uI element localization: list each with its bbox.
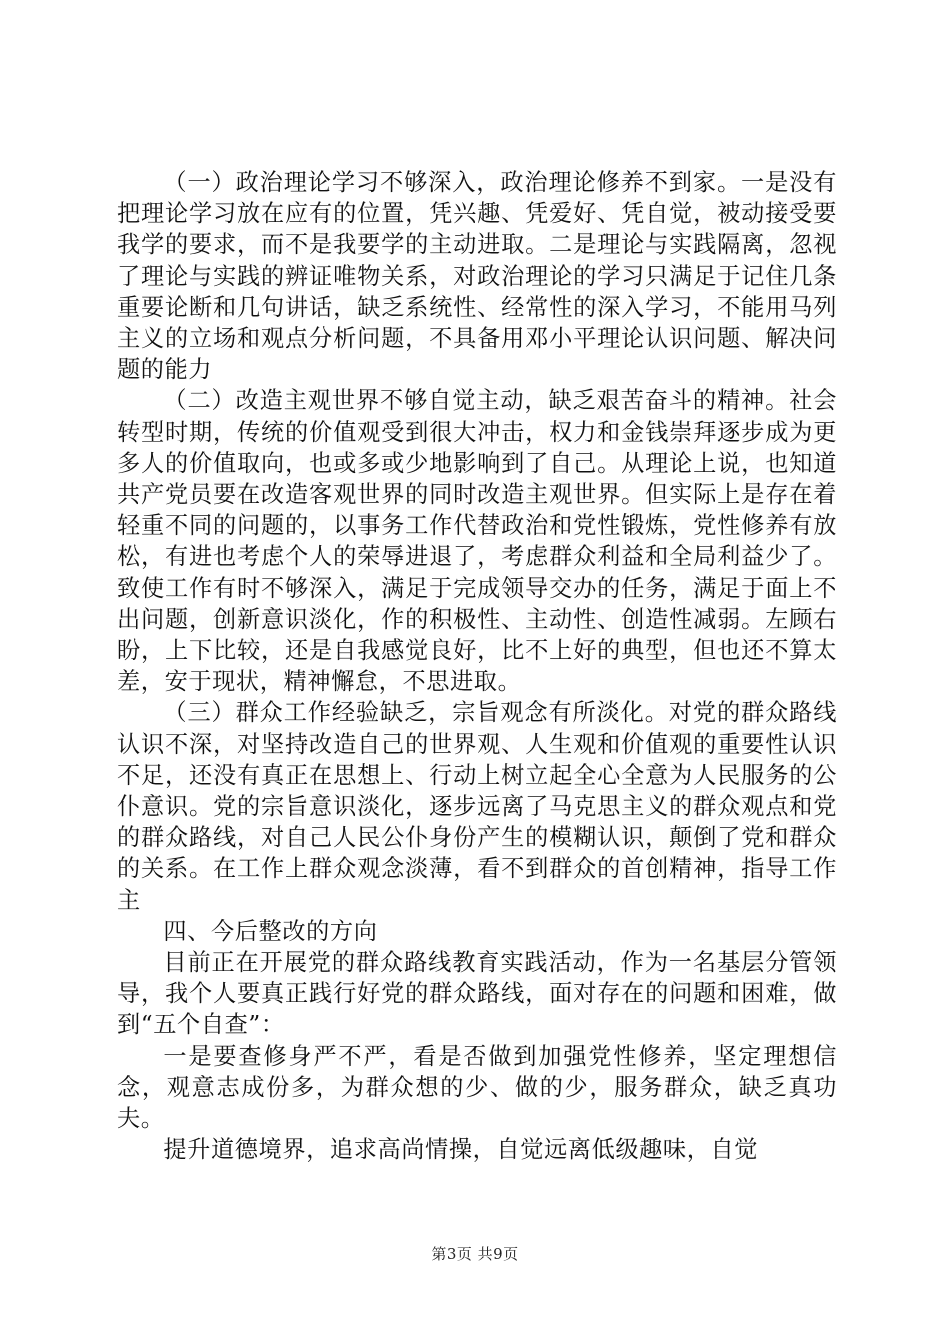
page-number-footer: 第3页 共9页 bbox=[431, 1245, 519, 1263]
paragraph-political-theory: （一）政治理论学习不够深入，政治理论修养不到家。一是没有把理论学习放在应有的位置，凭兴趣、凭爱好、凭自觉，被动接受要我学的要求，而不是我要学的主动进取。二是理论与实践隔离，忽视了理论与实践的辨证唯物关系，对政治理论的学习只满足于记住几条重要论断和几句讲话，缺乏系统性、经常性的深入学习，不能用马列主义的立场和观点分析问题，不具备用邓小平理论认识问题、解决问题的能力 bbox=[117, 169, 837, 384]
paragraph-subjective-world: （二）改造主观世界不够自觉主动，缺乏艰苦奋斗的精神。社会转型时期，传统的价值观受到很大冲击，权力和金钱崇拜逐步成为更多人的价值取向，也或多或少地影响到了自己。从理论上说，也知道共产党员要在改造客观世界的同时改造主观世界。但实际上是存在着轻重不同的问题的，以事务工作代替政治和党性锻炼，党性修养有放松，有进也考虑个人的荣辱进退了，考虑群众利益和全局利益少了。致使工作有时不够深入，满足于完成领导交办的任务，满足于面上不出问题，创新意识淡化，作的积极性、主动性、创造性减弱。左顾右盼，上下比较，还是自我感觉良好，比不上好的典型，但也还不算太差，安于现状，精神懈怠，不思进取。 bbox=[117, 387, 837, 696]
paragraph-self-cultivation: 一是要查修身严不严，看是否做到加强党性修养，坚定理想信念，观意志成份多，为群众想的少、做的少，服务群众，缺乏真功夫。 bbox=[117, 1042, 837, 1133]
document-body bbox=[117, 167, 837, 1166]
paragraph-mass-work: （三）群众工作经验缺乏，宗旨观念有所淡化。对党的群众路线认识不深，对坚持改造自己的世界观、人生观和价值观的重要性认识不足，还没有真正在思想上、行动上树立起全心全意为人民服务的公仆意识。党的宗旨意识淡化，逐步远离了马克思主义的群众观点和党的群众路线，对自己人民公仆身份产生的模糊认识，颠倒了党和群众的关系。在工作上群众观念淡薄，看不到群众的首创精神，指导工作主 bbox=[117, 699, 837, 914]
section-heading-rectification: 四、今后整改的方向 bbox=[163, 917, 378, 945]
paragraph-five-self-checks: 目前正在开展党的群众路线教育实践活动，作为一名基层分管领导，我个人要真正践行好党的群众路线，面对存在的问题和困难，做到“五个自查”： bbox=[117, 949, 837, 1039]
paragraph-moral-realm: 提升道德境界，追求高尚情操，自觉远离低级趣味，自觉 bbox=[163, 1136, 759, 1164]
